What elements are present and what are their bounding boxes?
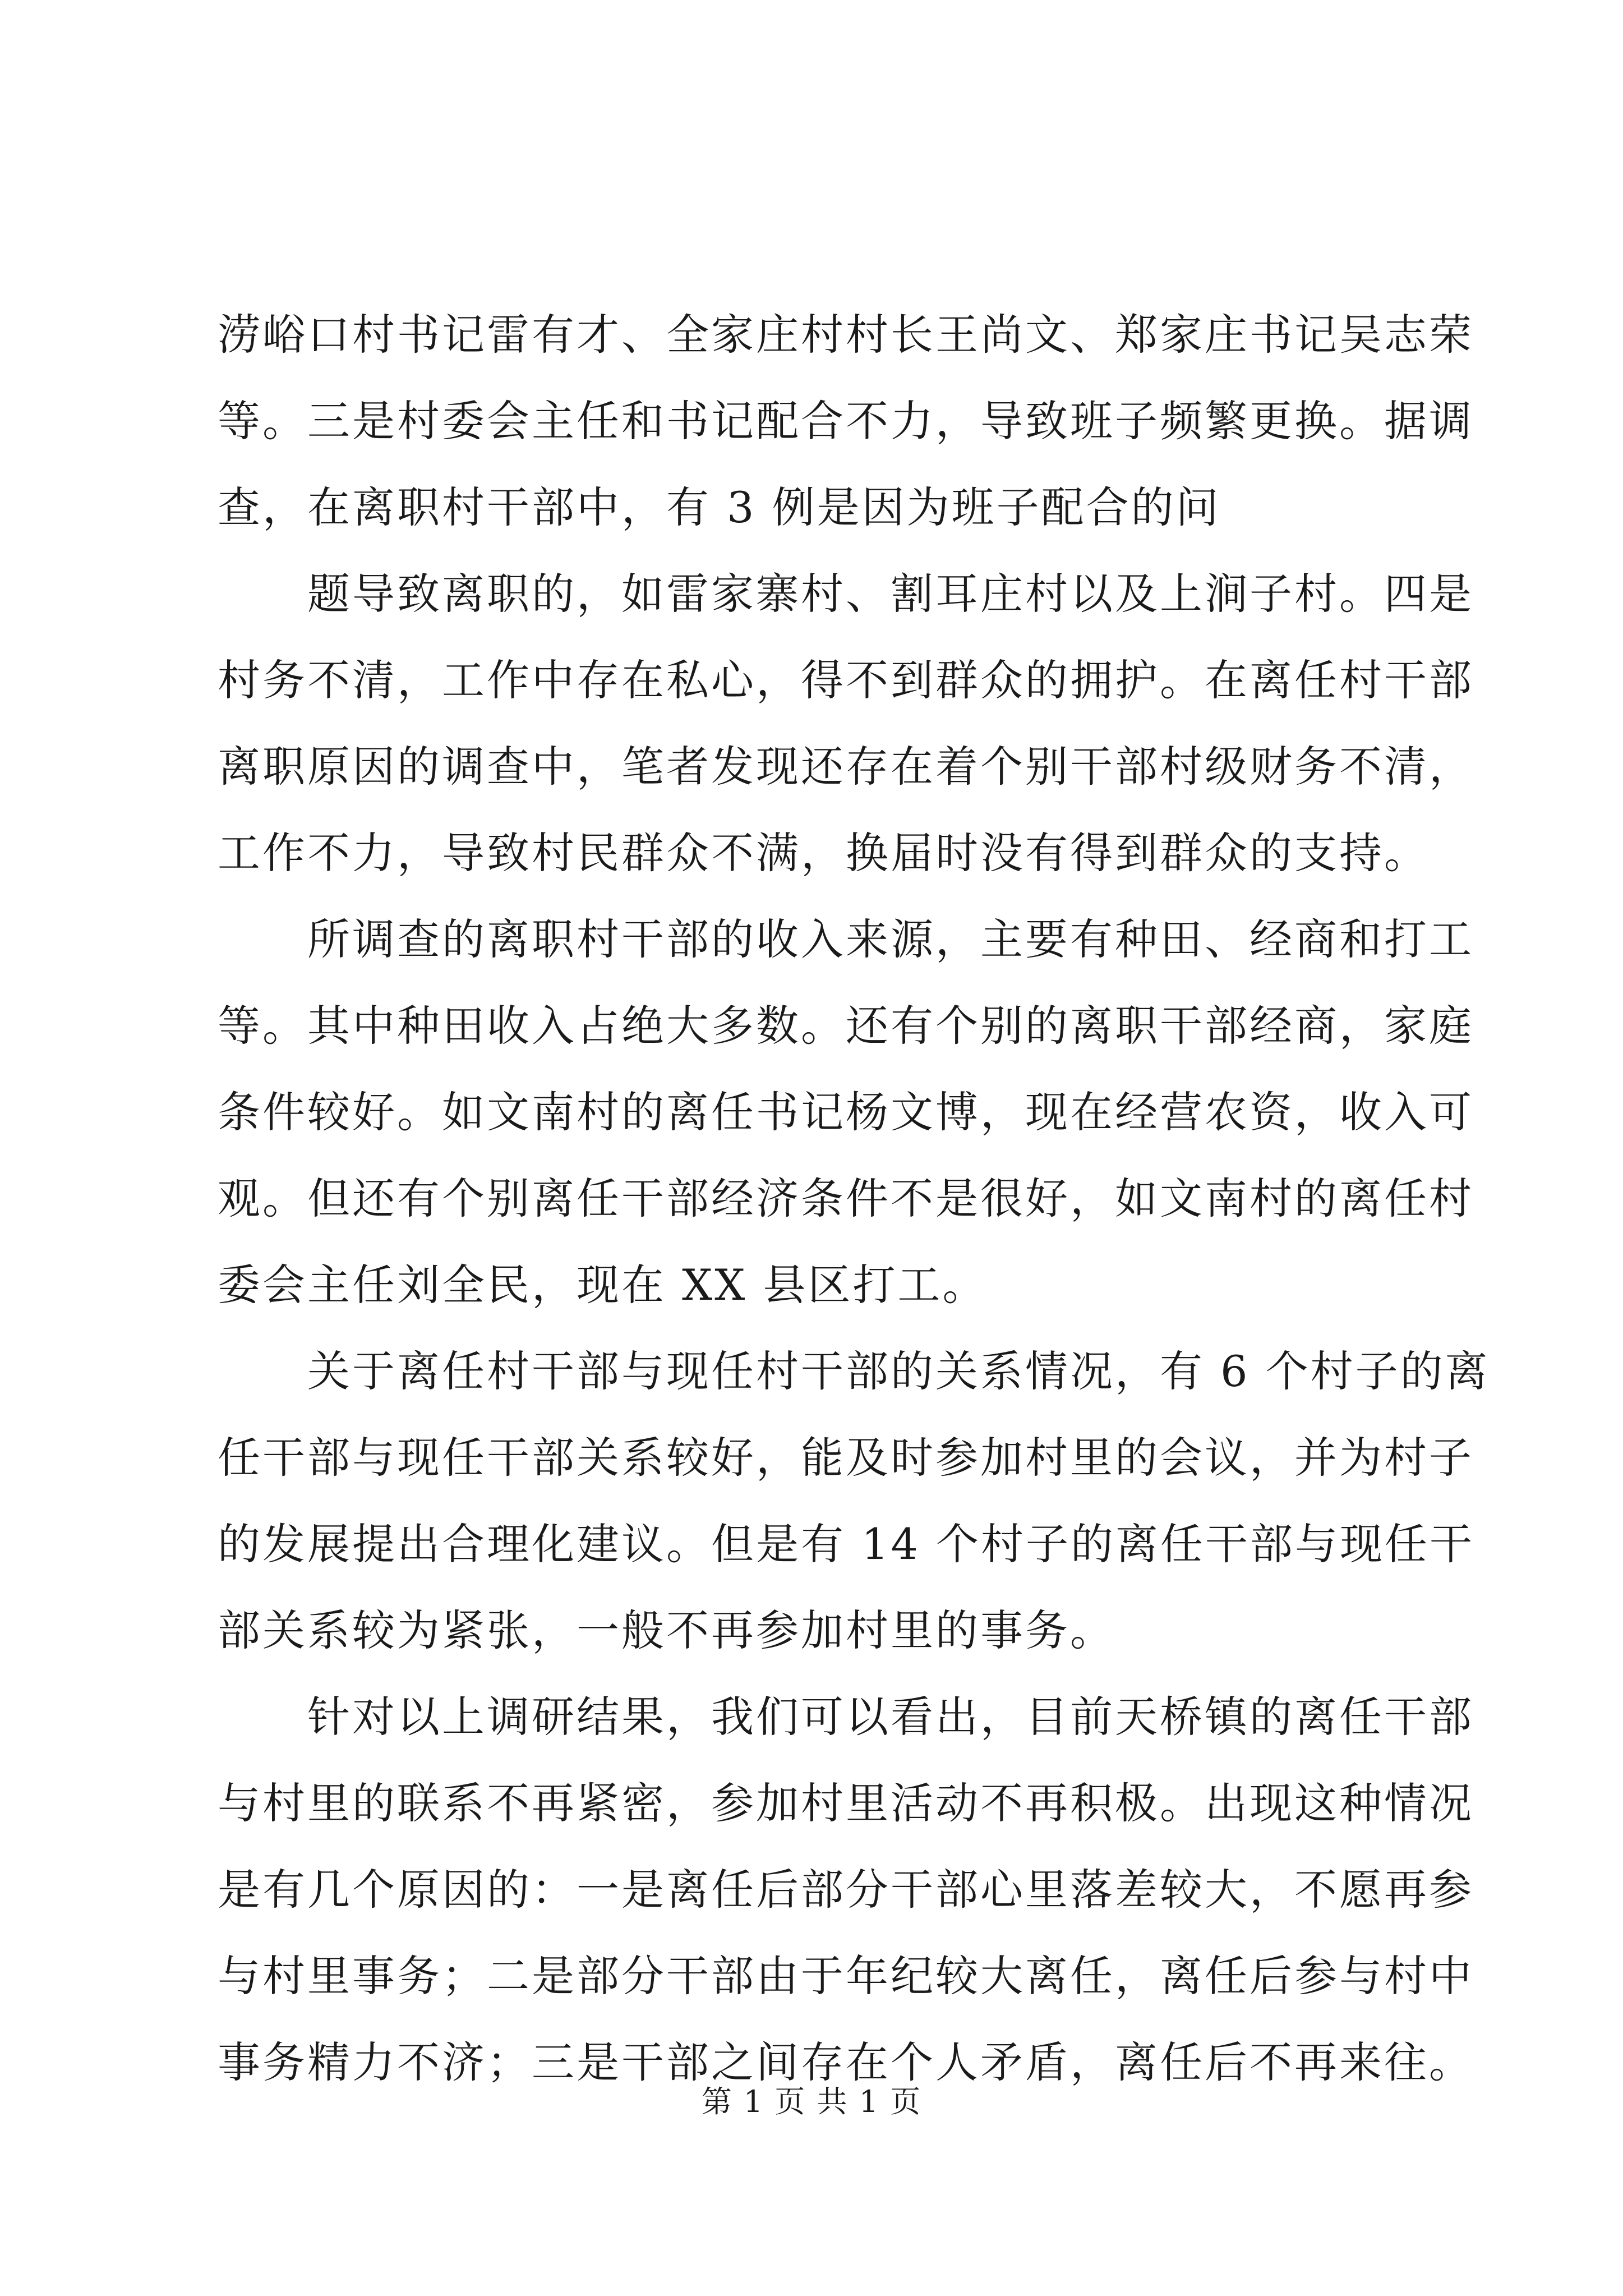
text-line: 涝峪口村书记雷有才、全家庄村村长王尚文、郑家庄书记吴志荣 [218,310,1474,360]
text-line: 所调查的离职村干部的收入来源，主要有种田、经商和打工 [307,914,1474,964]
text-line: 查，在离职村干部中，有 3 例是因为班子配合的问 [218,482,1221,532]
paragraph-1 [218,292,1474,551]
text-line: 任干部与现任干部关系较好，能及时参加村里的会议，并为村子 [218,1433,1474,1483]
paragraph-4 [218,1328,1490,1674]
paragraph-3 [218,896,1474,1328]
text-line: 事务精力不济；三是干部之间存在个人矛盾，离任后不再来往。 [218,2037,1474,2087]
text-line: 村务不清，工作中存在私心，得不到群众的拥护。在离任村干部 [218,655,1474,705]
paragraph-2 [218,551,1474,896]
text-line: 与村里的联系不再紧密，参加村里活动不再积极。出现这种情况 [218,1778,1474,1828]
text-line: 条件较好。如文南村的离任书记杨文博，现在经营农资，收入可 [218,1087,1474,1137]
paragraph-5 [218,1674,1474,2106]
text-line: 是有几个原因的：一是离任后部分干部心里落差较大，不愿再参 [218,1865,1474,1915]
text-line: 委会主任刘全民，现在 XX 县区打工。 [218,1260,988,1310]
text-line: 等。其中种田收入占绝大多数。还有个别的离职干部经商，家庭 [218,1001,1474,1051]
text-line: 工作不力，导致村民群众不满，换届时没有得到群众的支持。 [218,828,1429,878]
text-line: 部关系较为紧张，一般不再参加村里的事务。 [218,1605,1115,1655]
text-line: 针对以上调研结果，我们可以看出，目前天桥镇的离任干部 [307,1692,1474,1742]
text-line: 与村里事务；二是部分干部由于年纪较大离任，离任后参与村中 [218,1951,1474,2001]
text-line: 等。三是村委会主任和书记配合不力，导致班子频繁更换。据调 [218,396,1474,446]
document-body [218,292,1490,2106]
text-line: 观。但还有个别离任干部经济条件不是很好，如文南村的离任村 [218,1174,1474,1223]
page-number-footer: 第 1 页 共 1 页 [701,2084,922,2119]
text-line: 离职原因的调查中，笔者发现还存在着个别干部村级财务不清， [218,742,1474,792]
text-line: 的发展提出合理化建议。但是有 14 个村子的离任干部与现任干 [218,1519,1475,1569]
text-line: 关于离任村干部与现任村干部的关系情况，有 6 个村子的离 [307,1346,1490,1396]
text-line: 题导致离职的，如雷家寨村、割耳庄村以及上涧子村。四是 [307,569,1474,619]
